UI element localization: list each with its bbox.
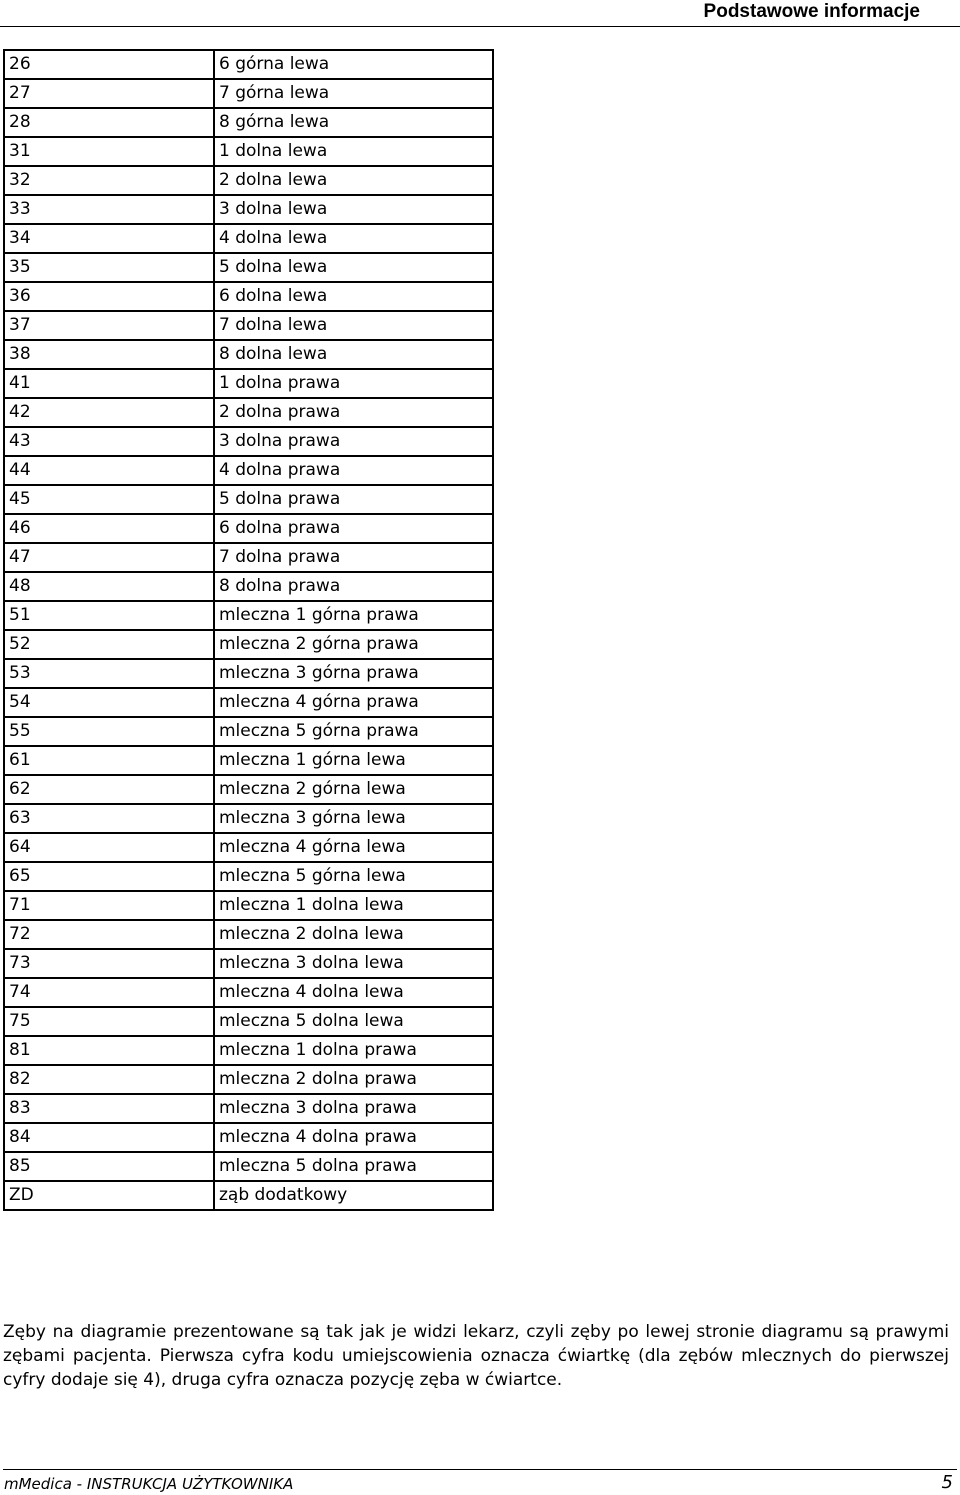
tooth-description-cell: mleczna 5 dolna lewa: [214, 1007, 493, 1036]
table-row: [4, 862, 493, 891]
table-row: [4, 340, 493, 369]
table-row: [4, 137, 493, 166]
tooth-code-cell: 65: [4, 862, 214, 891]
tooth-description-cell: mleczna 3 górna lewa: [214, 804, 493, 833]
tooth-code-cell: 41: [4, 369, 214, 398]
tooth-description-cell: 4 dolna prawa: [214, 456, 493, 485]
table-row: [4, 775, 493, 804]
tooth-code-cell: 36: [4, 282, 214, 311]
tooth-description-cell: 8 dolna prawa: [214, 572, 493, 601]
table-row: [4, 195, 493, 224]
tooth-code-cell: 64: [4, 833, 214, 862]
tooth-code-cell: 81: [4, 1036, 214, 1065]
tooth-description-cell: mleczna 3 górna prawa: [214, 659, 493, 688]
tooth-description-cell: 1 dolna lewa: [214, 137, 493, 166]
table-row: [4, 601, 493, 630]
table-row: [4, 891, 493, 920]
tooth-code-cell: 84: [4, 1123, 214, 1152]
tooth-description-cell: mleczna 4 górna prawa: [214, 688, 493, 717]
table-row: [4, 369, 493, 398]
tooth-code-cell: 55: [4, 717, 214, 746]
tooth-description-cell: 5 dolna prawa: [214, 485, 493, 514]
table-row: [4, 688, 493, 717]
table-row: [4, 108, 493, 137]
table-row: [4, 659, 493, 688]
tooth-description-cell: 7 dolna prawa: [214, 543, 493, 572]
tooth-code-cell: 35: [4, 253, 214, 282]
tooth-description-cell: mleczna 2 górna prawa: [214, 630, 493, 659]
table-row: [4, 833, 493, 862]
tooth-code-cell: 42: [4, 398, 214, 427]
tooth-description-cell: 1 dolna prawa: [214, 369, 493, 398]
tooth-description-cell: ząb dodatkowy: [214, 1181, 493, 1210]
tooth-code-cell: 43: [4, 427, 214, 456]
tooth-description-cell: mleczna 1 dolna lewa: [214, 891, 493, 920]
tooth-code-cell: 32: [4, 166, 214, 195]
tooth-code-cell: 33: [4, 195, 214, 224]
tooth-description-cell: mleczna 3 dolna prawa: [214, 1094, 493, 1123]
tooth-description-cell: mleczna 5 górna lewa: [214, 862, 493, 891]
tooth-code-cell: 82: [4, 1065, 214, 1094]
tooth-code-table-body: [4, 50, 493, 1210]
tooth-code-cell: 73: [4, 949, 214, 978]
section-title: Podstawowe informacje: [703, 1, 920, 22]
table-row: [4, 804, 493, 833]
table-row: [4, 543, 493, 572]
tooth-description-cell: 7 dolna lewa: [214, 311, 493, 340]
table-row: [4, 949, 493, 978]
tooth-code-cell: 52: [4, 630, 214, 659]
table-row: [4, 253, 493, 282]
footer-divider: [3, 1469, 957, 1470]
tooth-description-cell: mleczna 1 górna lewa: [214, 746, 493, 775]
tooth-code-cell: 31: [4, 137, 214, 166]
tooth-description-cell: 6 dolna prawa: [214, 514, 493, 543]
tooth-description-cell: mleczna 5 górna prawa: [214, 717, 493, 746]
tooth-code-cell: 34: [4, 224, 214, 253]
tooth-code-cell: 28: [4, 108, 214, 137]
table-row: [4, 427, 493, 456]
tooth-description-cell: 2 dolna prawa: [214, 398, 493, 427]
table-row: [4, 572, 493, 601]
tooth-description-cell: mleczna 5 dolna prawa: [214, 1152, 493, 1181]
tooth-description-cell: 4 dolna lewa: [214, 224, 493, 253]
tooth-description-cell: 5 dolna lewa: [214, 253, 493, 282]
tooth-code-cell: ZD: [4, 1181, 214, 1210]
table-row: [4, 398, 493, 427]
tooth-description-cell: 2 dolna lewa: [214, 166, 493, 195]
tooth-description-cell: 3 dolna prawa: [214, 427, 493, 456]
tooth-code-cell: 75: [4, 1007, 214, 1036]
footer-document-title: mMedica - INSTRUKCJA UŻYTKOWNIKA: [4, 1475, 294, 1493]
tooth-description-cell: 8 górna lewa: [214, 108, 493, 137]
tooth-code-cell: 45: [4, 485, 214, 514]
table-row: [4, 1094, 493, 1123]
footer-page-number: 5: [941, 1472, 953, 1493]
table-row: [4, 282, 493, 311]
table-row: [4, 224, 493, 253]
tooth-code-cell: 48: [4, 572, 214, 601]
tooth-code-cell: 54: [4, 688, 214, 717]
table-row: [4, 1152, 493, 1181]
tooth-description-cell: 6 dolna lewa: [214, 282, 493, 311]
page-header: [0, 0, 960, 27]
tooth-description-cell: mleczna 4 dolna prawa: [214, 1123, 493, 1152]
tooth-description-cell: mleczna 2 dolna prawa: [214, 1065, 493, 1094]
tooth-description-cell: 7 górna lewa: [214, 79, 493, 108]
tooth-code-table: [3, 49, 494, 1211]
table-row: [4, 920, 493, 949]
tooth-code-cell: 44: [4, 456, 214, 485]
tooth-description-cell: mleczna 4 dolna lewa: [214, 978, 493, 1007]
tooth-code-cell: 63: [4, 804, 214, 833]
tooth-code-cell: 46: [4, 514, 214, 543]
tooth-code-cell: 72: [4, 920, 214, 949]
table-row: [4, 1181, 493, 1210]
table-row: [4, 1065, 493, 1094]
tooth-code-cell: 51: [4, 601, 214, 630]
tooth-code-cell: 71: [4, 891, 214, 920]
tooth-code-cell: 74: [4, 978, 214, 1007]
tooth-code-cell: 47: [4, 543, 214, 572]
tooth-description-cell: 3 dolna lewa: [214, 195, 493, 224]
tooth-code-cell: 85: [4, 1152, 214, 1181]
tooth-description-cell: 8 dolna lewa: [214, 340, 493, 369]
table-row: [4, 79, 493, 108]
table-row: [4, 1036, 493, 1065]
tooth-description-cell: mleczna 3 dolna lewa: [214, 949, 493, 978]
table-row: [4, 166, 493, 195]
table-row: [4, 456, 493, 485]
tooth-code-cell: 26: [4, 50, 214, 79]
tooth-description-cell: 6 górna lewa: [214, 50, 493, 79]
tooth-code-cell: 37: [4, 311, 214, 340]
tooth-code-cell: 53: [4, 659, 214, 688]
tooth-description-cell: mleczna 2 dolna lewa: [214, 920, 493, 949]
tooth-code-cell: 83: [4, 1094, 214, 1123]
table-row: [4, 514, 493, 543]
tooth-description-cell: mleczna 4 górna lewa: [214, 833, 493, 862]
table-row: [4, 50, 493, 79]
table-row: [4, 978, 493, 1007]
table-row: [4, 630, 493, 659]
tooth-code-cell: 27: [4, 79, 214, 108]
table-row: [4, 746, 493, 775]
table-row: [4, 1007, 493, 1036]
tooth-description-cell: mleczna 2 górna lewa: [214, 775, 493, 804]
tooth-description-cell: mleczna 1 dolna prawa: [214, 1036, 493, 1065]
table-row: [4, 485, 493, 514]
explanation-paragraph: Zęby na diagramie prezentowane są tak jak je widzi lekarz, czyli zęby po lewej stronie diagramu są prawymi zębami pacjenta. Pierwsza cyfra kodu umiejscowienia oznacza ćwiartkę (dla zębów mlecznych do pierwszej cyfry dodaje się 4), druga cyfra oznacza pozycję zęba w ćwiartce.: [3, 1322, 949, 1390]
table-row: [4, 311, 493, 340]
table-row: [4, 717, 493, 746]
tooth-description-cell: mleczna 1 górna prawa: [214, 601, 493, 630]
tooth-code-cell: 38: [4, 340, 214, 369]
tooth-code-cell: 62: [4, 775, 214, 804]
table-row: [4, 1123, 493, 1152]
tooth-code-cell: 61: [4, 746, 214, 775]
